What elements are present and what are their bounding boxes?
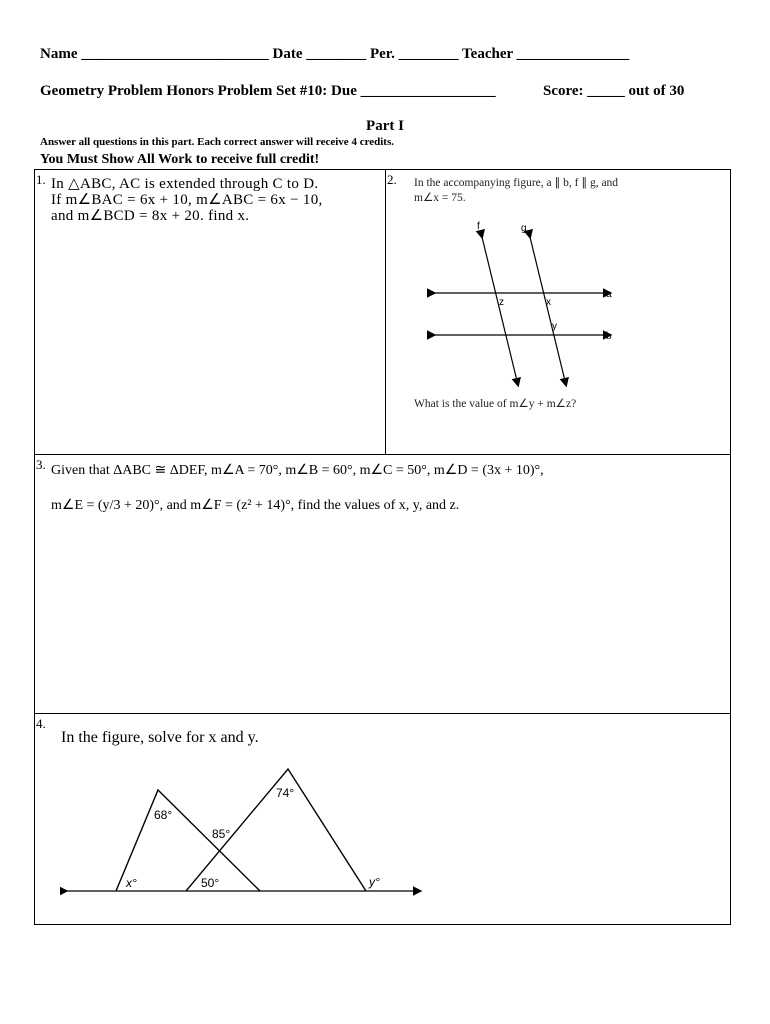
angle-x-label: x° [126, 876, 137, 890]
angle-74-label: 74° [276, 786, 295, 800]
score-line: Score: _____ out of 30 [543, 83, 685, 99]
label-x: x [546, 297, 551, 308]
left-triangle [116, 790, 260, 891]
question-2-number: 2. [387, 172, 397, 187]
angle-y-label: y° [369, 875, 380, 889]
question-1-line-2: If m∠BAC = 6x + 10, m∠ABC = 6x − 10, [51, 192, 323, 208]
label-z: z [499, 297, 504, 308]
angle-50-label: 50° [201, 876, 220, 890]
line-f [482, 237, 518, 385]
show-work-note: You Must Show All Work to receive full credit! [40, 152, 320, 167]
part-title: Part I [366, 118, 404, 134]
question-4-number: 4. [36, 716, 46, 731]
question-4-prompt: In the figure, solve for x and y. [61, 729, 259, 746]
question-2-question: What is the value of m∠y + m∠z? [414, 398, 577, 410]
question-1-line-3: and m∠BCD = 8x + 20. find x. [51, 208, 250, 224]
header-line-2: Geometry Problem Honors Problem Set #10: Due __________________ [40, 83, 496, 99]
question-1-text [51, 176, 323, 224]
label-y: y [552, 321, 557, 332]
label-a: a [606, 289, 612, 300]
question-2-text [414, 176, 618, 206]
angle-68-label: 68° [154, 808, 173, 822]
question-3-box [34, 454, 731, 714]
triangles-figure [60, 760, 430, 900]
question-3-number: 3. [36, 457, 46, 472]
question-3-line-2: m∠E = (y/3 + 20)°, and m∠F = (z² + 14)°, find the values of x, y, and z. [51, 498, 460, 513]
line-g [530, 237, 566, 385]
question-2-line-2: m∠x = 75. [414, 192, 466, 204]
label-f: f [477, 221, 480, 232]
header-line-1: Name _________________________ Date ________ Per. ________ Teacher _______________ [40, 46, 630, 62]
question-2-line-1: In the accompanying figure, a ∥ b, f ∥ g, and [414, 177, 619, 189]
label-b: b [606, 331, 612, 342]
question-3-line-1: Given that ΔABC ≅ ΔDEF, m∠A = 70°, m∠B = 60°, m∠C = 50°, m∠D = (3x + 10)°, [51, 463, 544, 478]
label-g: g [521, 223, 527, 234]
instructions: Answer all questions in this part. Each correct answer will receive 4 credits. [40, 136, 395, 148]
angle-85-label: 85° [212, 827, 231, 841]
question-1-number: 1. [36, 172, 46, 187]
question-1-line-1: In △ABC, AC is extended through C to D. [51, 176, 319, 192]
parallel-lines-figure [420, 215, 620, 390]
